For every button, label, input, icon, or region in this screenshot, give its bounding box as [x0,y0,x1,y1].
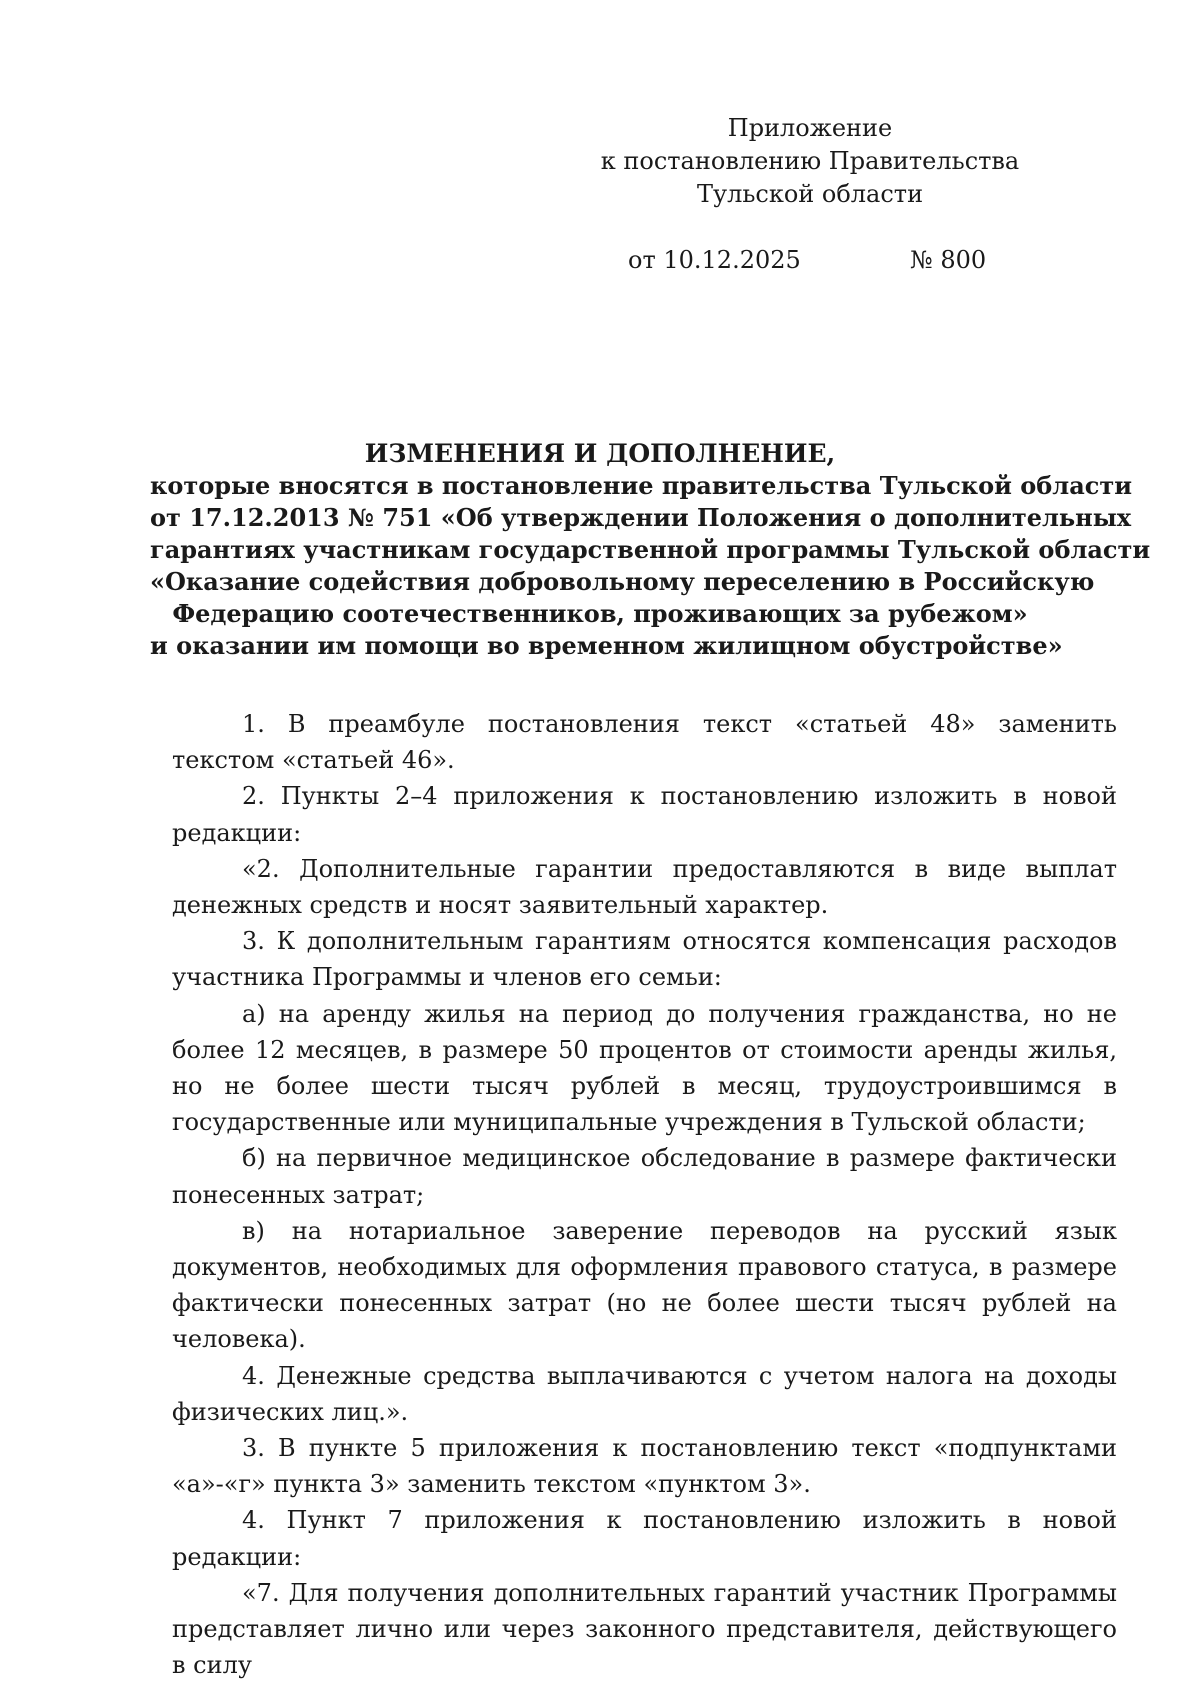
title-line: гарантиях участникам государственной программы Тульской области [150,535,1151,564]
title-line: «Оказание содействия добровольному переселению в Российскую [150,567,1095,596]
paragraph: 4. Пункт 7 приложения к постановлению изложить в новой редакции: [172,1506,1117,1571]
appendix-block [560,112,1060,211]
paragraph: «7. Для получения дополнительных гарантий участник Программы представляет лично или через законного представителя, действующего в силу [172,1578,1117,1680]
appendix-line: к постановлению Правительства [600,147,1020,175]
paragraph: в) на нотариальное заверение переводов на русский язык документов, необходимых для оформления правового статуса, в размере фактически понесенных затрат (но не более шести тысяч рублей на человека). [172,1216,1117,1354]
paragraph: 4. Денежные средства выплачиваются с учетом налога на доходы физических лиц.». [172,1361,1117,1426]
appendix-line: Приложение [727,114,893,142]
paragraph: б) на первичное медицинское обследование в размере фактически понесенных затрат; [172,1144,1117,1209]
document-title [150,438,1151,662]
title-line: которые вносятся в постановление правительства Тульской области [150,471,1133,500]
appendix-line: Тульской области [696,180,924,208]
title-line: ИЗМЕНЕНИЯ И ДОПОЛНЕНИЕ, [364,439,836,468]
title-line: Федерацию соотечественников, проживающих за рубежом» [172,599,1028,628]
paragraph: 3. К дополнительным гарантиям относятся компенсация расходов участника Программы и членов его семьи: [172,927,1117,992]
paragraph: 1. В преамбуле постановления текст «статьей 48» заменить текстом «статьей 46». [172,710,1117,775]
title-line: от 17.12.2013 № 751 «Об утверждении Положения о дополнительных [150,503,1132,532]
paragraph: а) на аренду жилья на период до получения гражданства, но не более 12 месяцев, в размере 50 процентов от стоимости аренды жилья, но не более шести тысяч рублей в месяц, трудоустроившимся в государственные или муниципальные учреждения в Тульской области; [172,999,1117,1137]
paragraph: 2. Пункты 2–4 приложения к постановлению изложить в новой редакции: [172,782,1117,847]
paragraph: 3. В пункте 5 приложения к постановлению текст «подпунктами «а»-«г» пункта 3» заменить текстом «пунктом 3». [172,1434,1117,1499]
resolution-date: от 10.12.2025 [628,246,801,274]
document-body [172,706,1117,1683]
paragraph: «2. Дополнительные гарантии предоставляются в виде выплат денежных средств и носят заявительный характер. [172,854,1117,920]
resolution-number: № 800 [910,246,987,274]
title-line: и оказании им помощи во временном жилищном обустройстве» [150,631,1063,660]
